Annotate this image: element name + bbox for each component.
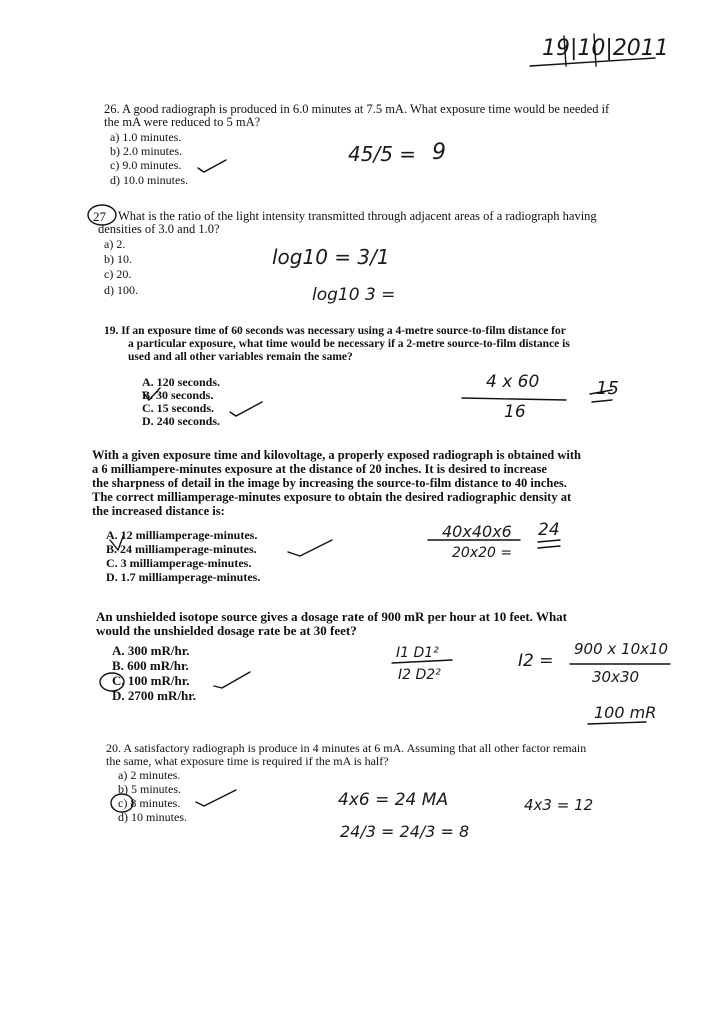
handwritten-note: 24/3 = 24/3 = 8 <box>340 822 470 841</box>
option-b: b) 5 minutes. <box>118 782 181 796</box>
handwritten-note: 4 x 60 <box>486 372 540 392</box>
option-c: C. 15 seconds. <box>142 401 215 415</box>
option-d: d) 10 minutes. <box>118 810 187 824</box>
handwritten-note: 9 <box>432 140 446 165</box>
underline <box>588 722 646 724</box>
option-c: c) 20. <box>104 267 132 281</box>
check-mark <box>288 540 332 556</box>
option-a: a) 2. <box>104 237 126 251</box>
question-stem-line: 19. If an exposure time of 60 seconds was necessary using a 4-metre source-to-film distance for <box>104 325 566 337</box>
question-stem-line: the increased distance is: <box>92 504 225 518</box>
option-d: D. 240 seconds. <box>142 414 221 428</box>
question-stem-line: 20. A satisfactory radiograph is produce in 4 minutes at 6 mA. Assuming that all other factor remain <box>106 741 587 755</box>
option-c: C. 3 milliamperage-minutes. <box>106 556 252 570</box>
check-mark <box>230 402 262 416</box>
check-mark <box>198 160 226 172</box>
handwritten-date: 19|10|2011 <box>542 36 669 61</box>
question-stem-line: a particular exposure, what time would be necessary if a 2-metre source-to-film distance is <box>128 338 570 350</box>
handwritten-note: 100 mR <box>594 703 657 722</box>
circled-question-number: 27 <box>93 209 106 224</box>
question-stem-line: An unshielded isotope source gives a dosage rate of 900 mR per hour at 10 feet. What <box>96 609 568 624</box>
option-b: B. 30 seconds. <box>142 388 214 402</box>
option-a: A. 12 milliamperage-minutes. <box>106 528 258 542</box>
check-mark <box>214 672 250 688</box>
question-stem-line: The correct milliamperage-minutes exposure to obtain the desired radiographic density at <box>92 490 572 504</box>
option-d: D. 2700 mR/hr. <box>112 688 197 703</box>
option-a: A. 120 seconds. <box>142 375 221 389</box>
handwritten-note: log10 3 = <box>312 285 396 305</box>
handwritten-note: I2 D2² <box>398 667 441 683</box>
option-b: b) 2.0 minutes. <box>110 144 182 158</box>
fraction-line <box>462 398 566 400</box>
option-d: d) 10.0 minutes. <box>110 173 188 187</box>
option-c: c) 8 minutes. <box>118 796 181 810</box>
handwritten-note: I1 D1² <box>396 645 439 661</box>
handwritten-note: 15 <box>596 378 619 399</box>
handwritten-note: 24 <box>538 520 560 540</box>
question-stem-line: What is the ratio of the light intensity transmitted through adjacent areas of a radiograph having <box>118 209 597 223</box>
option-b: B. 24 milliamperage-minutes. <box>106 542 257 556</box>
question-stem-line: With a given exposure time and kilovoltage, a properly exposed radiograph is obtained with <box>92 448 581 462</box>
option-d: D. 1.7 milliamperage-minutes. <box>106 570 261 584</box>
handwritten-note: 40x40x6 <box>442 522 512 541</box>
question-stem-line: the mA were reduced to 5 mA? <box>104 115 261 129</box>
handwritten-note: 4x6 = 24 MA <box>338 790 449 810</box>
handwritten-note: 30x30 <box>592 668 640 686</box>
question-stem-line: used and all other variables remain the same? <box>128 351 353 363</box>
option-b: B. 600 mR/hr. <box>112 658 189 673</box>
underline-marks <box>538 540 560 548</box>
option-b: b) 10. <box>104 252 132 266</box>
option-a: A. 300 mR/hr. <box>112 643 190 658</box>
handwritten-note: log10 = 3/1 <box>272 245 390 269</box>
option-c: c) 9.0 minutes. <box>110 158 182 172</box>
handwritten-note: 20x20 = <box>452 545 513 561</box>
option-d: d) 100. <box>104 283 138 297</box>
question-stem-line: the sharpness of detail in the image by increasing the source-to-film distance to 40 inches. <box>92 476 567 490</box>
handwritten-note: 4x3 = 12 <box>524 796 594 814</box>
option-a: a) 1.0 minutes. <box>110 130 182 144</box>
question-stem-line: 26. A good radiograph is produced in 6.0 minutes at 7.5 mA. What exposure time would be needed if <box>104 102 610 116</box>
handwritten-note: 16 <box>504 402 526 422</box>
question-stem-line: the same, what exposure time is required if the mA is half? <box>106 754 389 768</box>
question-stem-line: would the unshielded dosage rate be at 30 feet? <box>96 623 357 638</box>
check-mark <box>196 790 236 806</box>
option-a: a) 2 minutes. <box>118 768 181 782</box>
option-c: C. 100 mR/hr. <box>112 673 190 688</box>
handwritten-note: I2 = <box>518 651 554 671</box>
question-stem-line: densities of 3.0 and 1.0? <box>98 222 220 236</box>
handwritten-note: 900 x 10x10 <box>574 640 669 658</box>
question-stem-line: a 6 milliampere-minutes exposure at the distance of 20 inches. It is desired to increase <box>92 462 547 476</box>
handwritten-note: 45/5 = <box>348 142 417 166</box>
